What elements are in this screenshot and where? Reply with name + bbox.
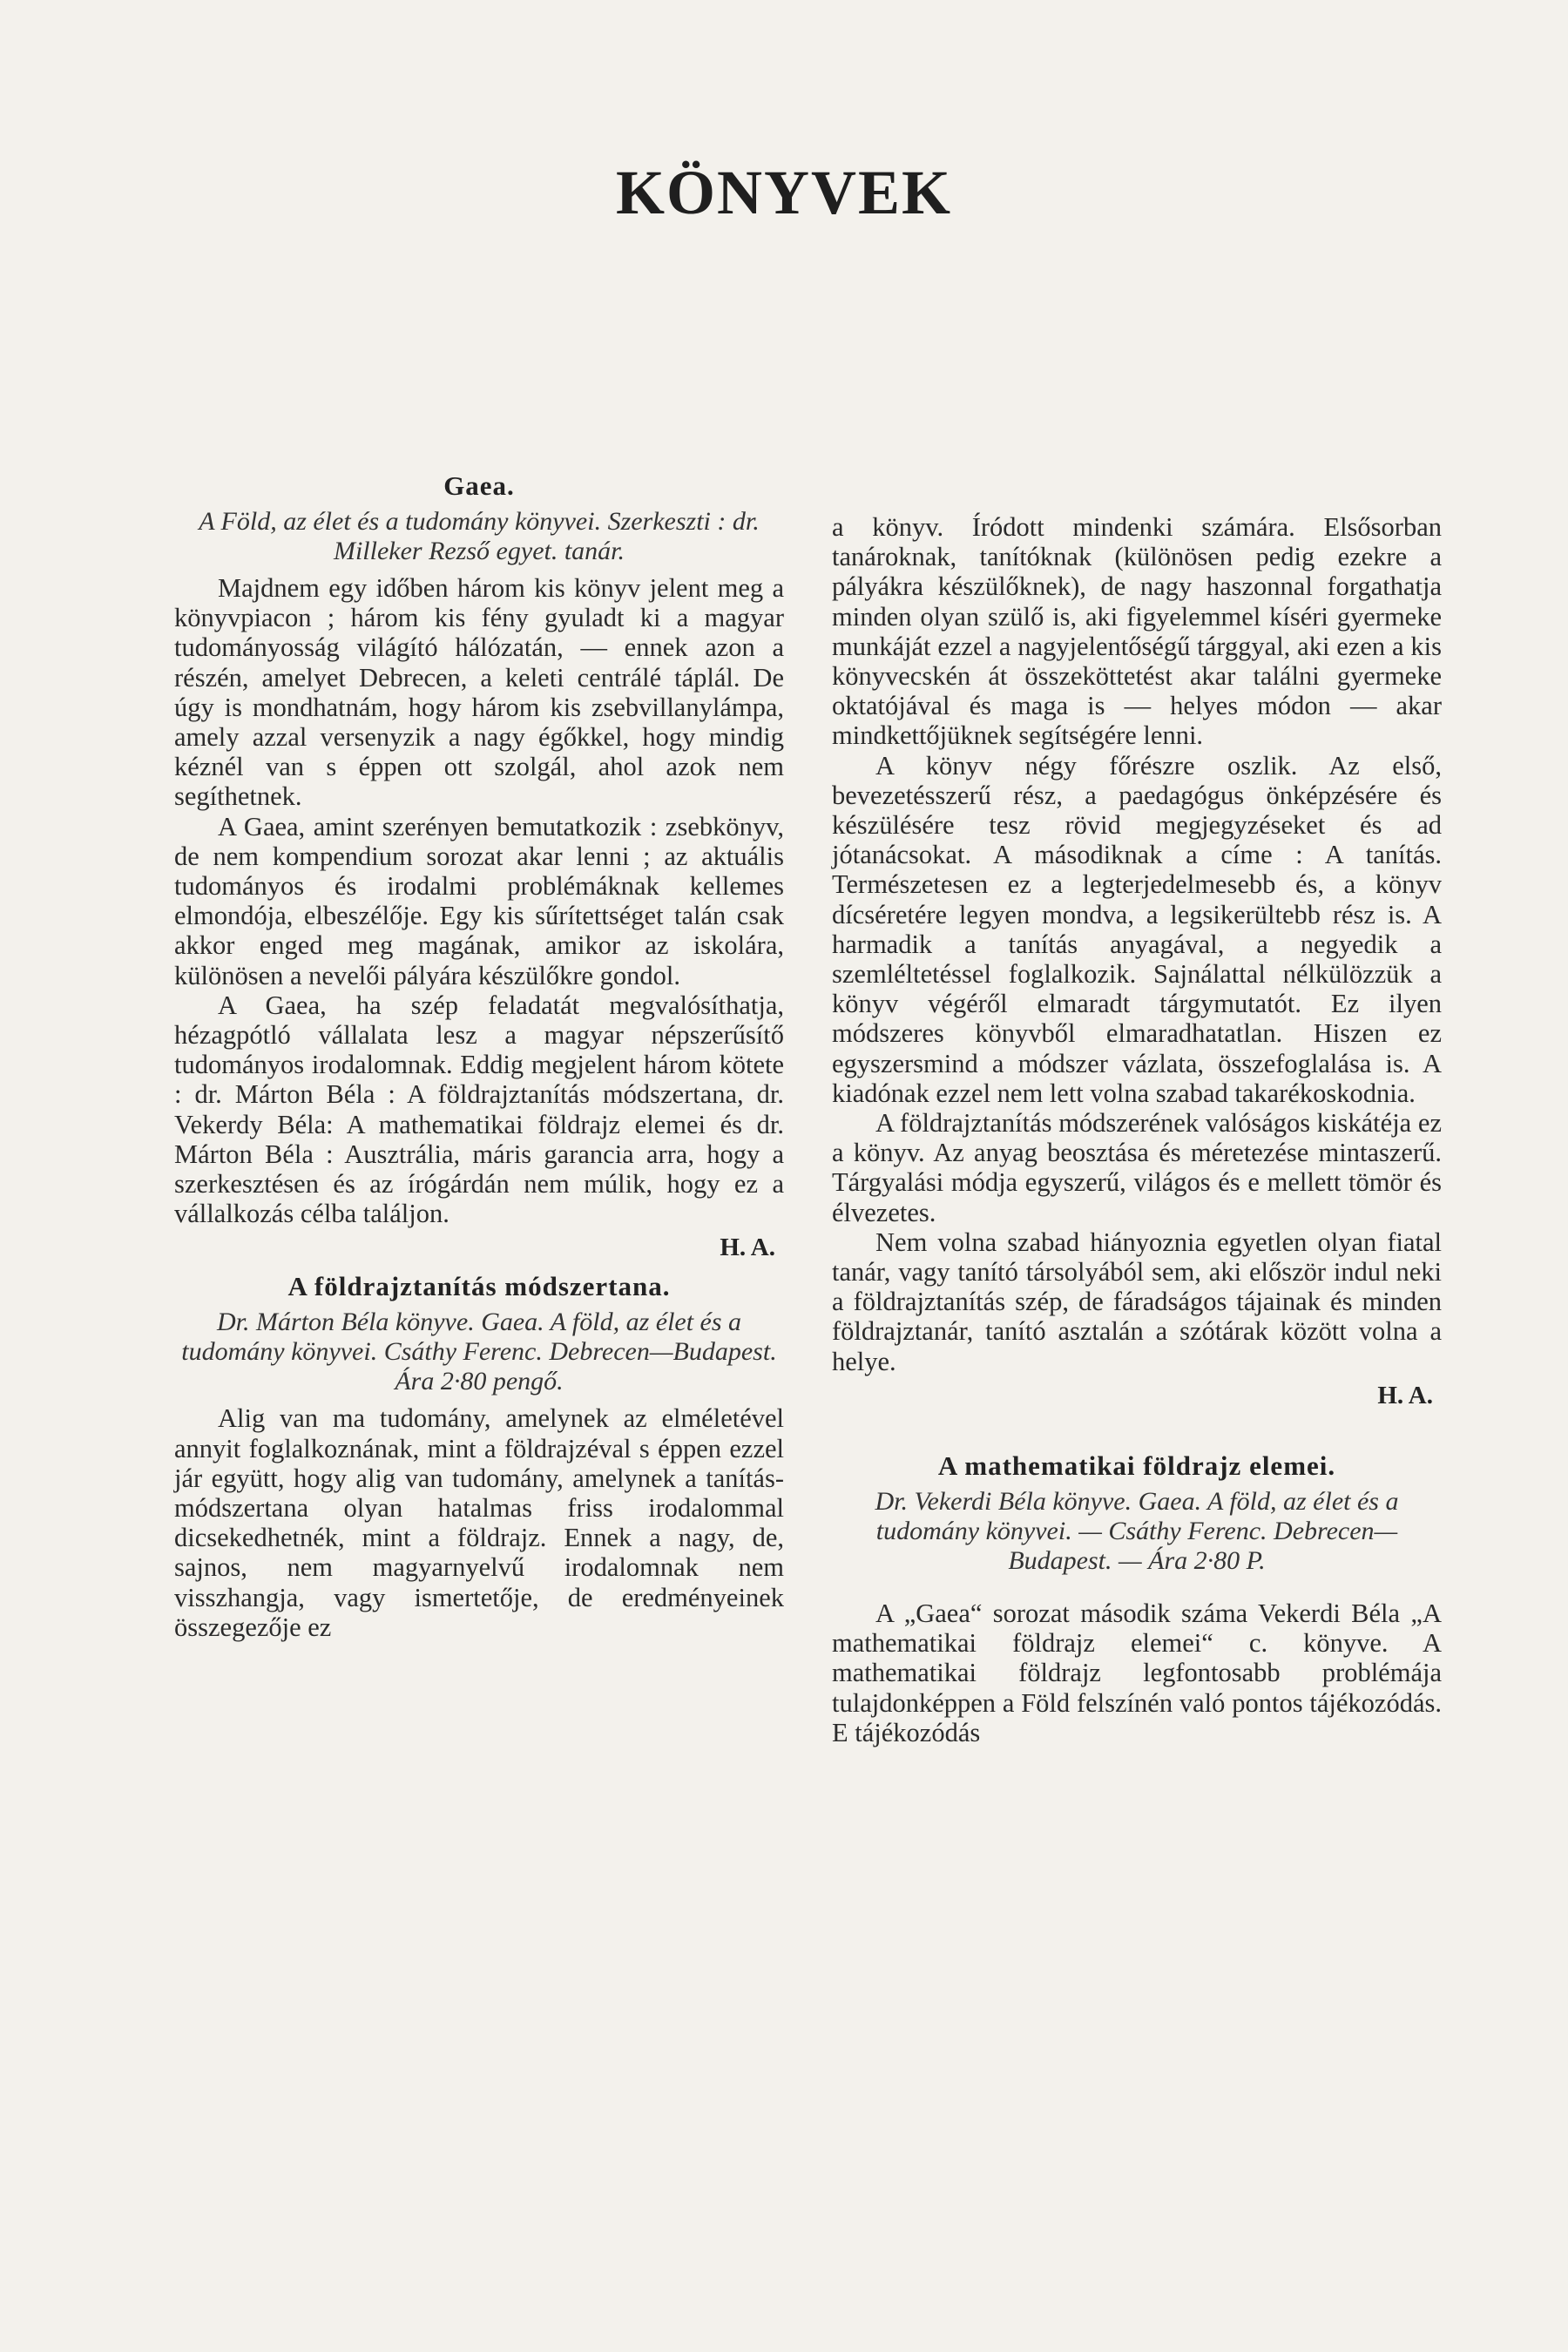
left-column — [174, 462, 784, 1642]
review-title-gaea: Gaea. — [443, 470, 515, 501]
paragraph: Majdnem egy időben három kis könyv jelent meg a könyvpiacon ; három kis fény gyuladt ki a magyar tudományosság világító hálózatán, — ennek azon a részén, amelyet Debrecen, a keleti centrálé táplál. De úgy is mondhatnám, hogy három kis zsebvillanylámpa, amely azzal versenyzik a nagy égőkkel, hogy mindig kéznél van s éppen ott szolgál, ahol azok nem segíthetnek. — [174, 573, 784, 812]
spacer — [832, 1583, 1442, 1598]
paragraph: Alig van ma tudomány, amelynek az elméletével annyit foglalkoznának, mint a földrajzéval s éppen ezzel jár együtt, hogy alig van tudomány, amelynek a tanítás-módszertana olyan hatalmas friss irodalommal dicsekedhetnék, mint a földrajz. Ennek a nagy, de, sajnos, nem magyarnyelvű irodalomnak nem visszhangja, vagy ismertetője, de eredményeinek összegezője ez — [174, 1403, 784, 1642]
spacer — [832, 1419, 1442, 1442]
review-meta-mathematikai: Dr. Vekerdi Béla könyve. Gaea. A föld, az élet és a tudomány könyvei. — Csáthy Ferenc. Debrecen—Budapest. — Ára 2·80 P. — [875, 1486, 1399, 1575]
right-column — [832, 512, 1442, 1747]
review-title-foldrajztanitas: A földrajztanítás módszertana. — [287, 1271, 671, 1302]
paragraph: A „Gaea“ sorozat második száma Vekerdi Béla „A mathematikai földrajz elemei“ c. könyve. A mathematikai földrajz legfontosabb problémája tulajdonképpen a Föld felszínén való pontos tájékozódás. E tájékozódás — [832, 1598, 1442, 1747]
review-title-mathematikai: A mathematikai földrajz elemei. — [937, 1450, 1336, 1481]
signature: H. A. — [720, 1233, 775, 1262]
paragraph: A Gaea, amint szerényen bemutatkozik : zsebkönyv, de nem kompendium sorozat akar lenni ; az aktuális tudományos és irodalmi problémáknak kellemes elmondója, elbeszélője. Egy kis sűrítettséget talán csak akkor enged meg magának, amikor az iskolára, különösen a nevelői pályára készülőkre gondol. — [174, 811, 784, 990]
paragraph: Nem volna szabad hiányoznia egyetlen olyan fiatal tanár, vagy tanító társolyából sem, aki először indul neki a földrajztanítás szép, de fáradságos tájainak és minden földrajztanár, tanító asztalán a szótárak között volna a helye. — [832, 1227, 1442, 1376]
review-meta-gaea: A Föld, az élet és a tudomány könyvei. Szerkeszti : dr. Milleker Rezső egyet. tanár. — [199, 507, 760, 565]
paragraph: A földrajztanítás módszerének valóságos kiskátéja ez a könyv. Az anyag beosztása és méretezése mintaszerű. Tárgyalási módja egyszerű, világos és e mellett tömör és élvezetes. — [832, 1108, 1442, 1227]
paragraph: A Gaea, ha szép feladatát megvalósíthatja, hézagpótló vállalata lesz a magyar népszerűsítő tudományos irodalomnak. Eddig megjelent három kötete : dr. Márton Béla : A földrajztanítás módszertana, dr. Vekerdy Béla: A mathematikai földrajz elemei és dr. Márton Béla : Ausztrália, máris garancia arra, hogy a szerkesztésen és az írógárdán nem múlik, hogy ez a vállalkozás célba találjon. — [174, 990, 784, 1229]
page-title: KÖNYVEK — [615, 158, 953, 227]
review-meta-foldrajztanitas: Dr. Márton Béla könyve. Gaea. A föld, az élet és a tudomány könyvei. Csáthy Ferenc. Debrecen—Budapest. Ára 2·80 pengő. — [181, 1308, 777, 1396]
signature: H. A. — [1377, 1381, 1433, 1409]
paragraph: a könyv. Íródott mindenki számára. Elsősorban tanároknak, tanítóknak (különösen pedig ezekre a pályákra készülőknek), de nagy haszonnal forgathatja minden olyan szülő is, aki figyelemmel kíséri gyermeke munkáját ezzel a nagyjelentőségű tárggyal, aki ezen a kis könyvecskén át összeköttetést akar találni gyermeke oktatójával és maga is — helyes módon — akar mindkettőjüknek segítségére lenni. — [832, 512, 1442, 751]
paragraph: A könyv négy főrészre oszlik. Az első, bevezetésszerű rész, a paedagógus önképzésére és készülésére tesz rövid megjegyzéseket és ad jótanácsokat. A másodiknak a címe : A tanítás. Természetesen ez a legterjedelmesebb és, a könyv dícséretére legyen mondva, a legsikerültebb rész is. A harmadik a tanítás anyagával, a negyedik a szemléltetéssel foglalkozik. Sajnálattal nélkülözzük a könyv végéről elmaradt tárgymutatót. Ez ilyen módszeres könyvből elmaradhatatlan. Hiszen ez egyszersmind a módszer vázlata, összefoglalása is. A kiadónak ezzel nem lett volna szabad takarékoskodnia. — [832, 750, 1442, 1108]
